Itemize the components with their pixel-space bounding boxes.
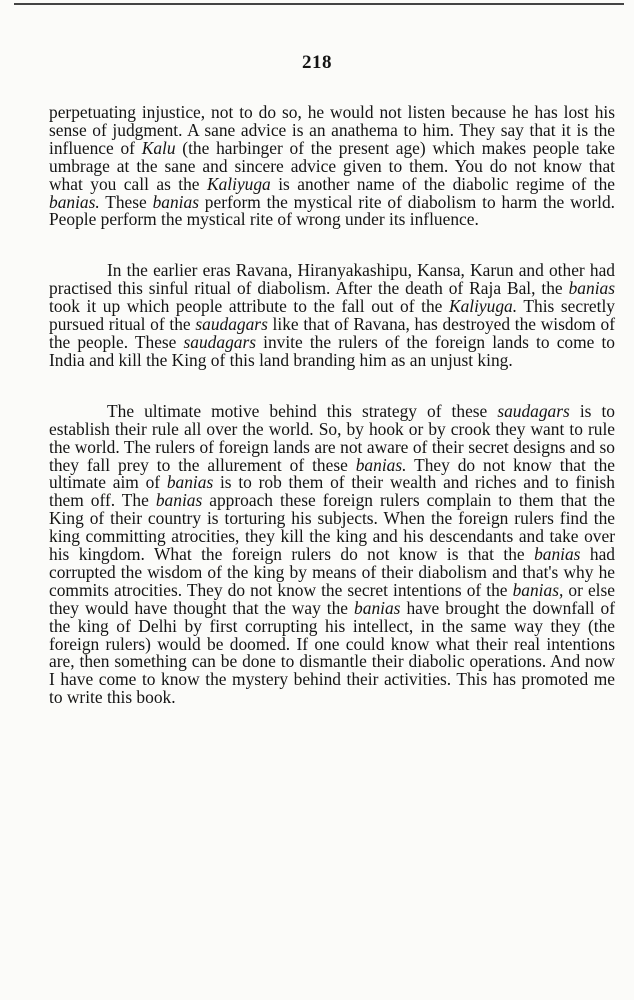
paragraph-3 xyxy=(49,400,615,708)
text-run: have brought the downfall of the king of Delhi by first corrupting his intellect, in the same way they (the foreign rulers) would be doomed. If one could know what their real intentions are, then something can be done to dismantle their diabolic operations. And now I have come to know the mystery behind their activities. This has promoted me to write this book. xyxy=(49,597,615,708)
text-run: is another name of the diabolic regime of the xyxy=(270,173,615,194)
text-run: These xyxy=(99,191,153,212)
italic-term: banias xyxy=(534,544,581,565)
italic-term: banias xyxy=(166,472,214,493)
text-run: (the harbinger of the present age) which makes people take umbrage at the sane and sincere advice given to them. You do not know that what you call as the xyxy=(49,137,615,194)
italic-term: banias xyxy=(354,597,401,618)
text-run: is to establish their rule all over the world. So, by hook or by crook they want to rule the world. The rulers of foreign lands are not aware of their secret designs and so they fall prey to the allurement of these xyxy=(49,400,615,475)
text-run: The ultimate motive behind this strategy of these xyxy=(107,400,498,421)
italic-term: saudagars xyxy=(195,314,268,335)
paragraph-2 xyxy=(49,262,615,369)
text-run: In the earlier eras Ravana, Hiranyakashipu, Kansa, Karun and other had practised this sinful ritual of diabolism. After the death of Raja Bal, the xyxy=(49,260,615,299)
paragraph-1 xyxy=(49,104,615,229)
text-run: approach these foreign rulers complain to them that the King of their country is torturing his subjects. When the foreign rulers find the king committing atrocities, they kill the king and his descendants and take over his kingdom. What the foreign rulers do not know is that the xyxy=(49,490,615,565)
text-run: They do not know that the ultimate aim of xyxy=(49,454,615,493)
italic-term: banias xyxy=(568,278,615,299)
italic-term: banias xyxy=(155,490,203,511)
italic-term: banias xyxy=(152,191,199,212)
text-run: This secretly pursued ritual of the xyxy=(49,296,615,335)
text-run: is to rob them of their wealth and riches and to finish them off. The xyxy=(49,472,615,511)
italic-term: Kalu xyxy=(141,137,176,158)
text-run: had corrupted the wisdom of the king by means of their diabolism and that's why he commits atrocities. They do not know the secret intentions of the xyxy=(49,544,615,600)
italic-term: banias. xyxy=(49,191,100,212)
text-run: invite the rulers of the foreign lands to come to India and kill the King of this land branding him as an unjust king. xyxy=(49,331,616,370)
body-text xyxy=(49,104,615,707)
text-run: perform the mystical rite of diabolism to harm the world. People perform the mystical rite of wrong under its influence. xyxy=(49,191,615,230)
text-run: like that of Ravana, has destroyed the wisdom of the people. These xyxy=(49,314,615,352)
italic-term: saudagars xyxy=(183,331,256,352)
italic-term: Kaliyuga xyxy=(206,173,271,194)
text-run: or else they would have thought that the way the xyxy=(49,579,615,618)
italic-term: Kaliyuga. xyxy=(448,296,518,317)
italic-term: saudagars xyxy=(497,400,570,421)
page-number: 218 xyxy=(302,52,332,73)
top-border-rule xyxy=(14,3,624,5)
text-run: took it up which people attribute to the fall out of the xyxy=(49,296,449,317)
italic-term: banias. xyxy=(355,454,407,475)
text-run: perpetuating injustice, not to do so, he would not listen because he has lost his sense of judgment. A sane advice is an anathema to him. They say that it is the influence of xyxy=(49,102,615,158)
italic-term: banias, xyxy=(512,579,564,600)
